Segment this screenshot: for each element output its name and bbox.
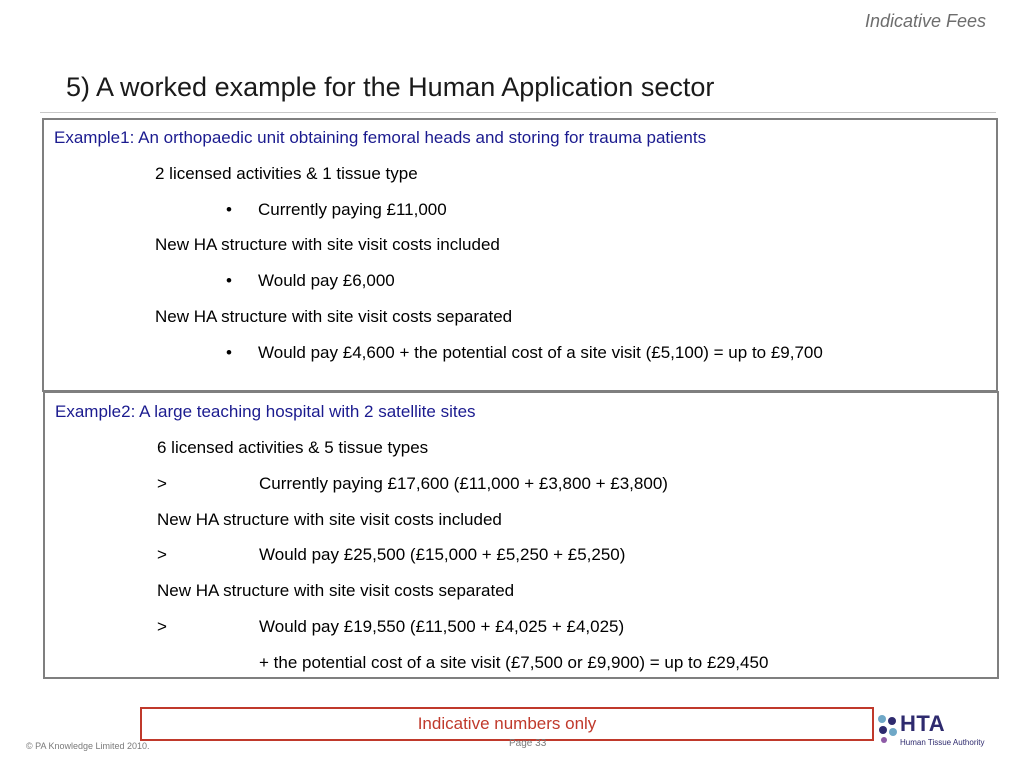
bullet-icon: • bbox=[226, 200, 232, 219]
marker-icon: > bbox=[157, 545, 167, 564]
disclaimer-banner: Indicative numbers only bbox=[140, 707, 874, 741]
logo-subtitle: Human Tissue Authority bbox=[900, 738, 985, 747]
hta-logo-mark-icon bbox=[876, 713, 900, 743]
example1-included-heading: New HA structure with site visit costs included bbox=[155, 235, 500, 254]
example2-included: Would pay £25,500 (£15,000 + £5,250 + £5,250) bbox=[259, 545, 626, 564]
example1-separated-heading: New HA structure with site visit costs separated bbox=[155, 307, 513, 326]
bullet-icon: • bbox=[226, 271, 232, 290]
example2-separated-heading: New HA structure with site visit costs separated bbox=[157, 581, 515, 600]
example2-box bbox=[43, 391, 999, 679]
copyright-text: © PA Knowledge Limited 2010. bbox=[26, 741, 150, 751]
marker-icon: > bbox=[157, 617, 167, 636]
example2-current: Currently paying £17,600 (£11,000 + £3,800 + £3,800) bbox=[259, 474, 668, 493]
example2-activities: 6 licensed activities & 5 tissue types bbox=[157, 438, 429, 457]
title-divider bbox=[40, 112, 996, 113]
marker-icon: > bbox=[157, 474, 167, 493]
example2-included-heading: New HA structure with site visit costs included bbox=[157, 510, 502, 529]
example1-current: Currently paying £11,000 bbox=[258, 200, 447, 219]
page-number: Page 33 bbox=[509, 738, 547, 749]
hta-logo bbox=[876, 709, 996, 749]
example1-included: Would pay £6,000 bbox=[258, 271, 395, 290]
example1-separated: Would pay £4,600 + the potential cost of a site visit (£5,100) = up to £9,700 bbox=[258, 343, 823, 362]
example1-activities: 2 licensed activities & 1 tissue type bbox=[155, 164, 418, 183]
section-tag: Indicative Fees bbox=[864, 11, 986, 31]
example2-heading: Example2: A large teaching hospital with 2 satellite sites bbox=[55, 402, 476, 421]
logo-name: HTA bbox=[900, 711, 946, 736]
example2-separated-extra: + the potential cost of a site visit (£7,500 or £9,900) = up to £29,450 bbox=[259, 653, 769, 672]
example1-heading: Example1: An orthopaedic unit obtaining femoral heads and storing for trauma patients bbox=[54, 128, 707, 147]
bullet-icon: • bbox=[226, 343, 232, 362]
example1-box bbox=[42, 118, 998, 392]
example2-separated: Would pay £19,550 (£11,500 + £4,025 + £4,025) bbox=[259, 617, 625, 636]
slide-title: 5) A worked example for the Human Application sector bbox=[66, 72, 715, 102]
